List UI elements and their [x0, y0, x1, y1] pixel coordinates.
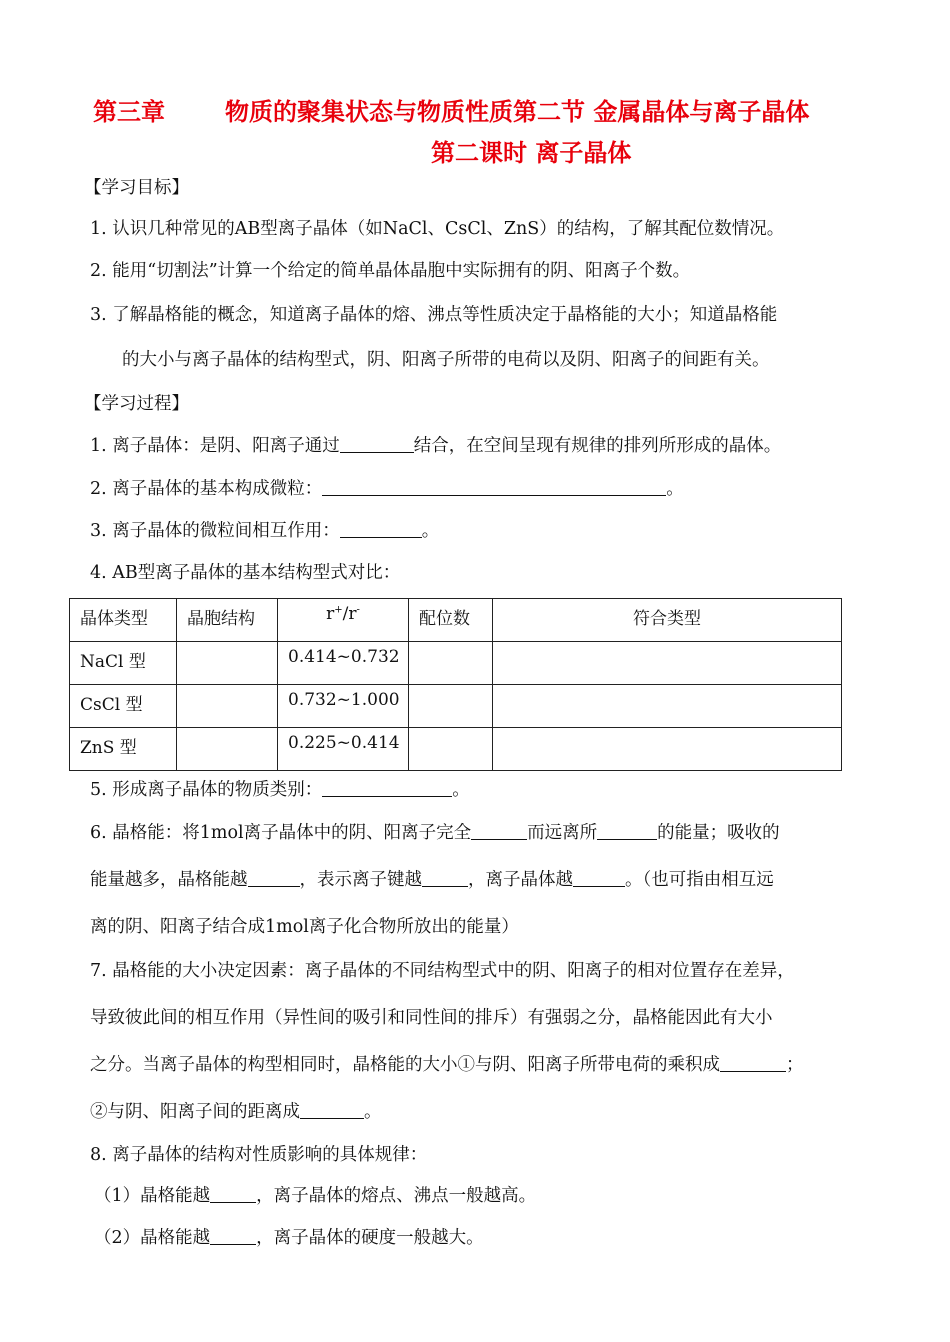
row-crystal-type: CsCl 型: [70, 685, 177, 728]
row-radius-ratio: 0.225~0.414: [278, 728, 409, 771]
answer-blank[interactable]: [573, 868, 625, 887]
ratio-sup-plus: +: [334, 604, 343, 616]
question-3: [90, 519, 439, 543]
table-header-row: [70, 599, 842, 642]
question-6-text-e: ，表示离子键越: [299, 870, 422, 890]
table-row: [70, 728, 842, 771]
question-1: [90, 434, 781, 458]
row-matching-type[interactable]: [493, 728, 842, 771]
header-crystal-type: 晶体类型: [70, 599, 177, 642]
question-7-text-d: 。: [364, 1102, 382, 1122]
row-radius-ratio: 0.732~1.000: [278, 685, 409, 728]
question-7-line-2: 导致彼此间的相互作用（异性间的吸引和同性间的排斥）有强弱之分，晶格能因此有大小: [90, 1008, 773, 1028]
question-2: [90, 477, 684, 501]
row-coordination-number[interactable]: [409, 642, 493, 685]
row-radius-ratio: 0.414~0.732: [278, 642, 409, 685]
question-6-text-f: ，离子晶体越: [468, 870, 573, 890]
row-cell-structure[interactable]: [177, 642, 278, 685]
goal-item-1: 1. 认识几种常见的AB型离子晶体（如NaCl、CsCl、ZnS）的结构，了解其配位数情况。: [90, 219, 785, 239]
answer-blank[interactable]: [248, 868, 300, 887]
row-coordination-number[interactable]: [409, 728, 493, 771]
answer-blank[interactable]: [720, 1053, 786, 1072]
table-row: [70, 642, 842, 685]
question-6-text-a: 6. 晶格能：将1mol离子晶体中的阴、阳离子完全: [90, 823, 472, 843]
question-8-item-1: [94, 1184, 536, 1208]
table-row: [70, 685, 842, 728]
question-8-2-text-b: ，离子晶体的硬度一般越大。: [256, 1228, 484, 1248]
question-6-text-b: 而远离所: [527, 823, 598, 843]
question-7-line-3: [90, 1053, 804, 1077]
question-2-text-a: 2. 离子晶体的基本构成微粒：: [90, 479, 323, 499]
goal-item-3-cont: 的大小与离子晶体的结构型式，阴、阳离子所带的电荷以及阴、阳离子的间距有关。: [122, 350, 770, 370]
header-coordination-number: 配位数: [409, 599, 493, 642]
answer-blank[interactable]: [340, 519, 422, 538]
ratio-sup-minus: -: [356, 604, 360, 616]
question-1-text-a: 1. 离子晶体：是阴、阳离子通过: [90, 436, 340, 456]
answer-blank[interactable]: [210, 1184, 256, 1203]
question-7-text-b: ；: [786, 1055, 804, 1075]
row-crystal-type: ZnS 型: [70, 728, 177, 771]
row-crystal-type: NaCl 型: [70, 642, 177, 685]
header-radius-ratio: [278, 599, 409, 642]
answer-blank[interactable]: [300, 1100, 364, 1119]
answer-blank[interactable]: [210, 1226, 256, 1245]
row-coordination-number[interactable]: [409, 685, 493, 728]
ratio-r2: /r: [342, 604, 357, 624]
question-7-line-1: 7. 晶格能的大小决定因素：离子晶体的不同结构型式中的阴、阳离子的相对位置存在差异，: [90, 961, 795, 981]
question-5-text-b: 。: [452, 780, 470, 800]
goal-item-2: 2. 能用“切割法”计算一个给定的简单晶体晶胞中实际拥有的阴、阳离子个数。: [90, 261, 691, 281]
question-6-line-1: [90, 821, 780, 845]
question-7-text-a: 之分。当离子晶体的构型相同时，晶格能的大小①与阴、阳离子所带电荷的乘积成: [90, 1055, 720, 1075]
question-1-text-b: 结合，在空间呈现有规律的排列所形成的晶体。: [413, 436, 782, 456]
question-5: [90, 778, 470, 802]
row-matching-type[interactable]: [493, 642, 842, 685]
question-8: 8. 离子晶体的结构对性质影响的具体规律：: [90, 1145, 428, 1165]
lesson-title: 第二课时 离子晶体: [431, 138, 632, 167]
question-8-1-text-b: ，离子晶体的熔点、沸点一般越高。: [256, 1186, 537, 1206]
question-8-2-text-a: （2）晶格能越: [94, 1228, 211, 1248]
header-matching-type: 符合类型: [493, 599, 842, 642]
process-heading: 【学习过程】: [84, 394, 189, 414]
answer-blank[interactable]: [340, 434, 414, 453]
question-5-text-a: 5. 形成离子晶体的物质类别：: [90, 780, 323, 800]
question-6-line-3: 离的阴、阳离子结合成1mol离子化合物所放出的能量）: [90, 917, 519, 937]
goals-heading: 【学习目标】: [84, 178, 189, 198]
structure-comparison-table: [69, 598, 842, 771]
question-3-text-a: 3. 离子晶体的微粒间相互作用：: [90, 521, 340, 541]
question-6-line-2: [90, 868, 774, 892]
answer-blank[interactable]: [322, 778, 452, 797]
row-cell-structure[interactable]: [177, 685, 278, 728]
answer-blank[interactable]: [471, 821, 527, 840]
answer-blank[interactable]: [597, 821, 657, 840]
question-6-text-c: 的能量；吸收的: [657, 823, 780, 843]
header-cell-structure: 晶胞结构: [177, 599, 278, 642]
question-8-1-text-a: （1）晶格能越: [94, 1186, 211, 1206]
question-8-item-2: [94, 1226, 484, 1250]
answer-blank[interactable]: [422, 868, 468, 887]
question-6-text-g: 。（也可指由相互远: [625, 870, 774, 890]
ratio-r1: r: [326, 604, 335, 624]
question-4: 4. AB型离子晶体的基本结构型式对比：: [90, 563, 401, 583]
row-cell-structure[interactable]: [177, 728, 278, 771]
question-2-text-b: 。: [666, 479, 684, 499]
chapter-title: 物质的聚集状态与物质性质第二节 金属晶体与离子晶体: [225, 97, 810, 126]
goal-item-3: 3. 了解晶格能的概念，知道离子晶体的熔、沸点等性质决定于晶格能的大小；知道晶格能: [90, 305, 778, 325]
question-7-text-c: ②与阴、阳离子间的距离成: [90, 1102, 300, 1122]
answer-blank[interactable]: [322, 477, 666, 496]
row-matching-type[interactable]: [493, 685, 842, 728]
question-3-text-b: 。: [421, 521, 440, 541]
question-6-text-d: 能量越多，晶格能越: [90, 870, 248, 890]
question-7-line-4: [90, 1100, 382, 1124]
chapter-label: 第三章: [93, 97, 165, 126]
